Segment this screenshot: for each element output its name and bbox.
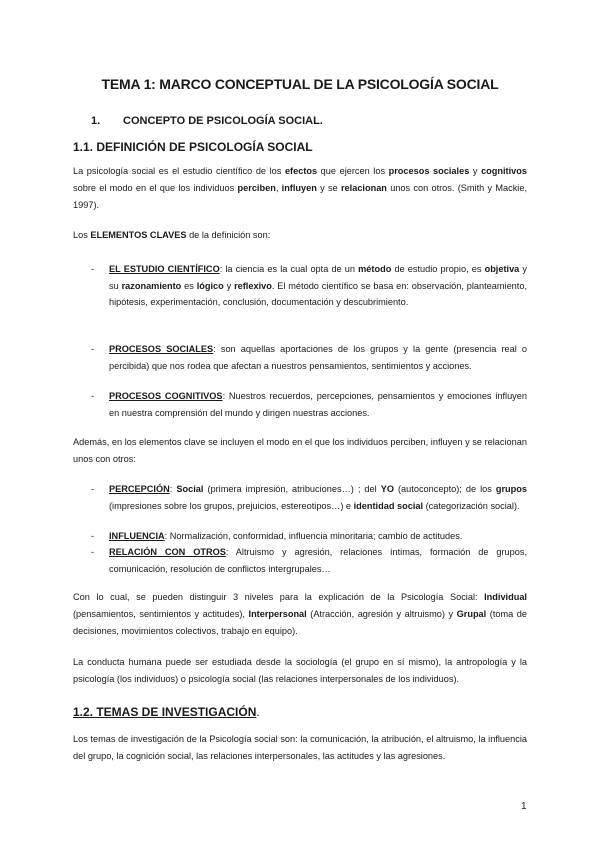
list-item-procesos-cognitivos (91, 388, 527, 421)
bullet-dash: - (91, 547, 95, 557)
text: : son aquellas aportaciones de los grupos y la gente (presencia real o percibida) que nos rodea que afectan a nuestros pensamientos, sentimientos y acciones. (109, 344, 527, 371)
section-label: CONCEPTO DE PSICOLOGÍA SOCIAL. (123, 115, 323, 127)
subsection-dot: . (256, 705, 260, 719)
bullet-heading: PROCESOS COGNITIVOS (109, 391, 223, 401)
text: Con lo cual, se pueden distinguir 3 niveles para la explicación de la Psicología Social: (73, 592, 485, 602)
text: : Nuestros recuerdos, percepciones, pensamientos y emociones influyen en nuestra comprensión del mundo y dirigen nuestras acciones. (109, 391, 527, 418)
text: es (181, 280, 197, 291)
text: : Altruismo y agresión, relaciones íntimas, formación de grupos, comunicación, resolución de conflictos intergrupales… (109, 547, 527, 574)
bold-text: método (358, 264, 392, 274)
list-item-estudio-cientifico (91, 261, 527, 311)
temas-paragraph: Los temas de investigación de la Psicología social son: la comunicación, la atribución, el altruismo, la influencia del grupo, la cognición social, las relaciones interpersonales, las actitudes y las agresiones. (73, 734, 527, 761)
bullet-heading: RELACIÓN CON OTROS (109, 547, 226, 557)
text: que ejercen los (317, 166, 389, 176)
subsection-heading-1-2 (73, 705, 260, 719)
niveles-paragraph (73, 589, 527, 640)
text: , (275, 183, 282, 193)
list-item-relacion-con-otros (91, 544, 527, 577)
text: . El método científico se basa en: observación, planteamiento, hipótesis, experimentación, conclusión, documentación y descubrimiento. (109, 280, 528, 307)
subsection-label: 1.2. TEMAS DE INVESTIGACIÓN (73, 705, 257, 719)
bullet-heading: PERCEPCIÓN (109, 484, 170, 494)
bold-text: Grupal (456, 609, 487, 619)
section-heading-1 (91, 115, 323, 127)
elements-intro-paragraph (73, 227, 527, 244)
text: y su (109, 264, 528, 291)
bullet-dash: - (91, 344, 95, 354)
text: La psicología social es el estudio científico de los (73, 166, 285, 176)
bold-text: Interpersonal (248, 609, 307, 619)
bold-text: Social (176, 484, 204, 494)
list-item-procesos-sociales (91, 341, 527, 374)
bold-text: identidad social (353, 500, 424, 511)
page-number: 1 (521, 801, 527, 812)
text: y se (316, 183, 341, 193)
bold-text: cognitivos (481, 166, 528, 176)
text: : Normalización, conformidad, influencia minoritaria; cambio de actitudes. (164, 531, 463, 541)
list-item-percepcion (91, 481, 527, 514)
bullet-heading: INFLUENCIA (109, 531, 165, 541)
text: sobre el modo en el que los individuos (73, 183, 238, 193)
text: (categorización social). (423, 500, 520, 511)
text: : la ciencia es la cual opta de un (219, 264, 359, 274)
text: de estudio propio, es (391, 264, 485, 274)
text: (pensamientos, sentimientos y actitudes), (73, 609, 249, 619)
section-number: 1. (91, 115, 101, 127)
bold-text: grupos (495, 484, 527, 494)
text: y (223, 280, 235, 291)
bold-text: lógico (196, 280, 224, 291)
text: (impresiones sobre los grupos, prejuicios, estereotipos…) e (109, 500, 354, 511)
bullet-heading: PROCESOS SOCIALES (109, 344, 214, 354)
text: unos con otros. (Smith y Mackie, 1997). (73, 183, 528, 210)
bold-text: ELEMENTOS CLAVES (90, 230, 187, 240)
ademas-paragraph: Además, en los elementos clave se incluyen el modo en el que los individuos perciben, influyen y se relacionan unos con otros: (73, 437, 527, 464)
bold-text: reflexivo (234, 280, 272, 291)
text: (toma de decisiones, movimientos colectivos, trabajo en equipo). (73, 609, 527, 636)
text: (primera impresión, atribuciones…) ; del (203, 484, 381, 494)
bold-text: Individual (484, 592, 527, 602)
bold-text: YO (380, 484, 394, 494)
text: de la definición son: (186, 230, 271, 240)
bold-text: perciben (237, 183, 276, 193)
subsection-heading-1-1: 1.1. DEFINICIÓN DE PSICOLOGÍA SOCIAL (73, 140, 313, 154)
bold-text: procesos sociales (388, 166, 470, 176)
bold-text: razonamiento (121, 280, 182, 291)
text: (Atracción, agresión y altruismo) y (306, 609, 457, 619)
text: y (469, 166, 482, 176)
bullet-dash: - (91, 391, 95, 401)
bullet-heading: EL ESTUDIO CIENTÍFICO (109, 264, 220, 274)
bullet-dash: - (91, 531, 95, 541)
definition-paragraph (73, 163, 527, 214)
text: Los (73, 230, 91, 240)
conducta-paragraph: La conducta humana puede ser estudiada desde la sociología (el grupo en sí mismo), la antropología y la psicología (los individuos) o psicología social (las relaciones interpersonales de los individuos). (73, 657, 527, 684)
bullet-dash: - (91, 264, 95, 274)
text: : (169, 484, 177, 494)
text: (autoconcepto); de los (393, 484, 496, 494)
bold-text: influyen (281, 183, 317, 193)
document-title: TEMA 1: MARCO CONCEPTUAL DE LA PSICOLOGÍA SOCIAL (101, 76, 499, 92)
bold-text: objetiva (484, 264, 520, 274)
bold-text: efectos (284, 166, 318, 176)
bullet-dash: - (91, 484, 95, 494)
bold-text: relacionan (340, 183, 387, 193)
list-item-influencia (91, 528, 527, 545)
